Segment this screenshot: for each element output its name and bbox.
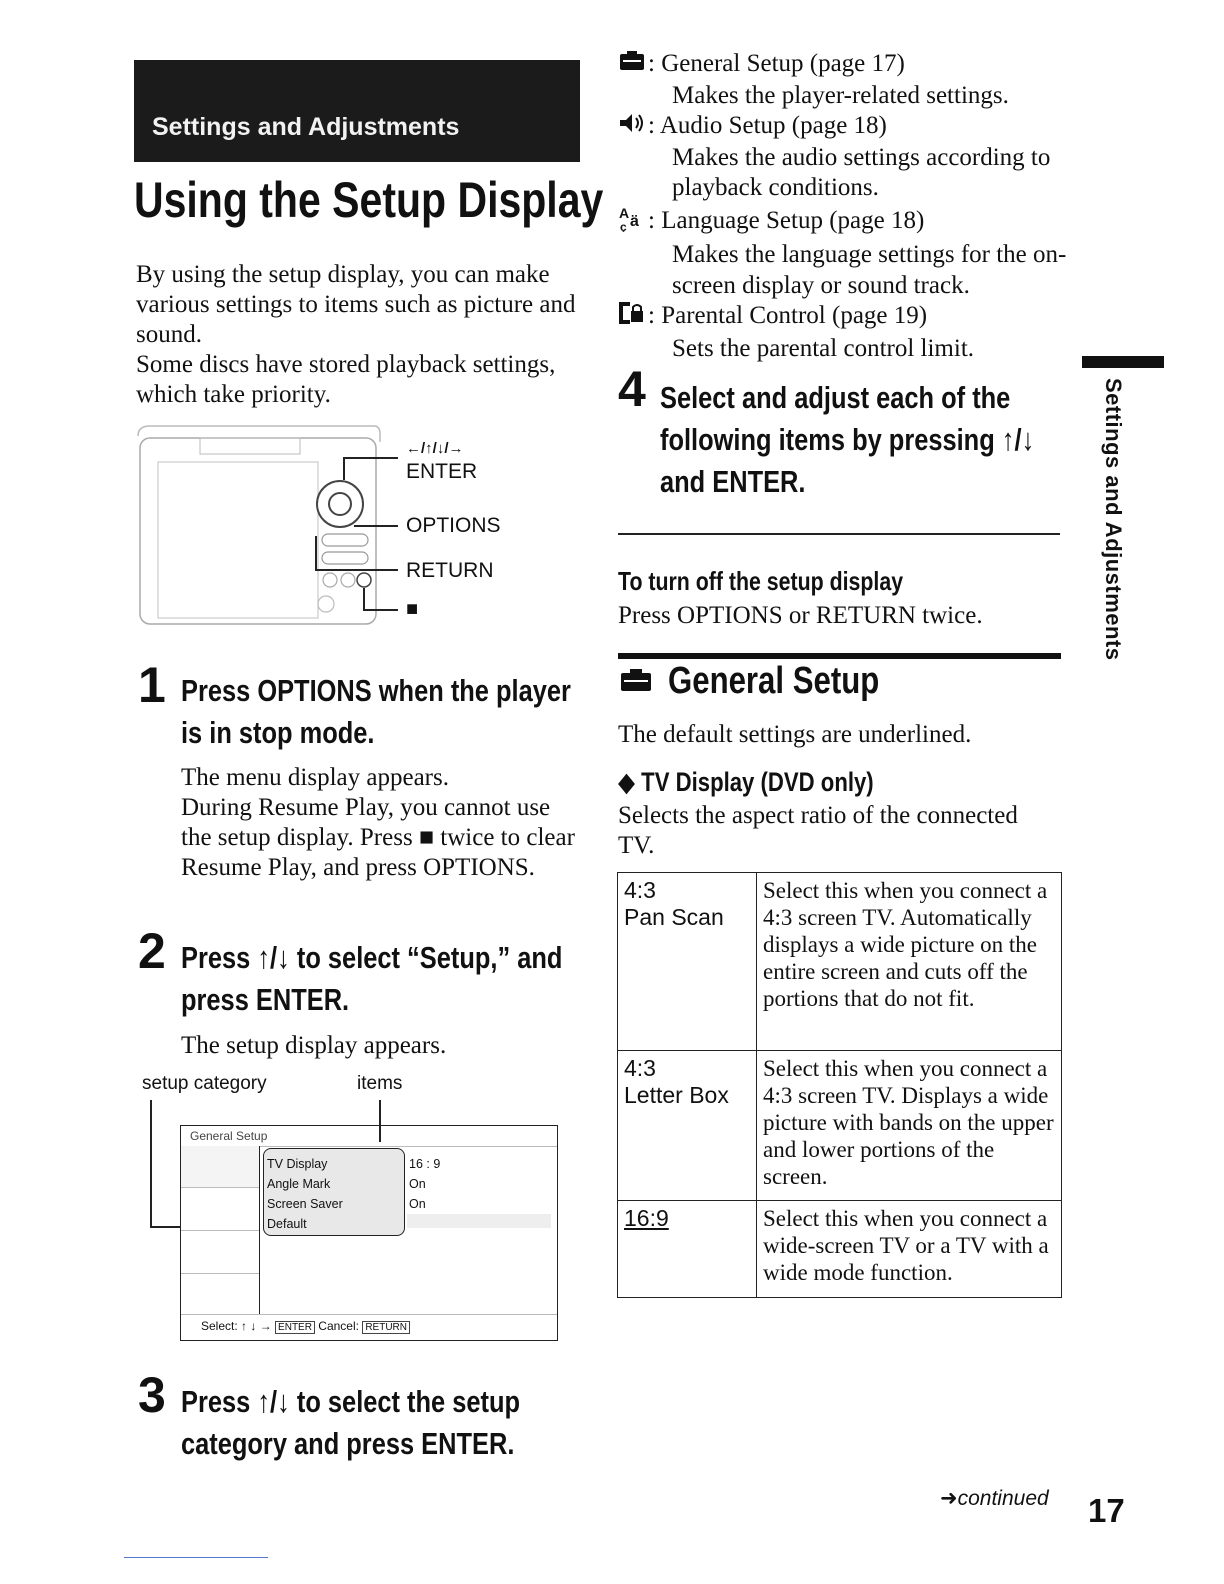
category-audio: : Audio Setup (page 18) Makes the audio settings according to playback conditions.: [618, 111, 1068, 204]
step-2-title: Press ↑/↓ to select “Setup,” and press ENTER.: [181, 940, 563, 1017]
table-row: [618, 873, 1062, 1051]
osd-category-parental: [181, 1274, 259, 1314]
setup-display-screen: [180, 1125, 558, 1341]
side-tab-label: Settings and Adjustments: [1101, 378, 1126, 661]
osd-cancel-label: Cancel:: [318, 1319, 359, 1333]
step-2-body: The setup display appears.: [181, 1032, 447, 1059]
svg-text:ç: ç: [620, 219, 627, 232]
arrow-right-icon: ➜: [940, 1487, 958, 1510]
osd-value: On: [409, 1177, 426, 1191]
step-4-number: 4: [618, 361, 646, 417]
category-general: : General Setup (page 17) Makes the player-related settings.: [618, 49, 1068, 111]
osd-footer-divider: [181, 1314, 557, 1315]
osd-value: 16 : 9: [409, 1157, 441, 1171]
osd-category-audio: [181, 1188, 259, 1231]
osd-return-key: RETURN: [362, 1321, 410, 1334]
step-3-number: 3: [138, 1367, 166, 1423]
option-key: 16:9: [624, 1205, 669, 1231]
osd-category-general: [181, 1146, 259, 1188]
step-2-number: 2: [138, 923, 166, 979]
setup-category-label: setup category: [142, 1073, 267, 1094]
category-general-title: General Setup (page 17): [661, 50, 905, 77]
stop-label: ■: [406, 598, 419, 620]
setup-categories-list: [618, 49, 1068, 364]
category-language: A ä ç : Language Setup (page 18) Makes the language settings for the on-screen display or sound track.: [618, 204, 1068, 302]
osd-value-list: [409, 1154, 440, 1214]
tv-display-heading: ◆ TV Display (DVD only): [618, 767, 874, 797]
osd-header: General Setup: [190, 1129, 268, 1143]
step-1-body: The menu display appears. During Resume Play, you cannot use the setup display. Press ■ twice to clear Resume Play, and press OPTIONS.: [181, 764, 575, 881]
option-key: 4:3 Pan Scan: [618, 873, 757, 1051]
osd-item: Screen Saver: [267, 1197, 343, 1211]
option-desc: Select this when you connect a wide-screen TV or a TV with a wide mode function.: [757, 1201, 1062, 1298]
category-parental: : Parental Control (page 19) Sets the parental control limit.: [618, 301, 1068, 364]
step-3-title: Press ↑/↓ to select the setup category and press ENTER.: [181, 1384, 521, 1461]
osd-select-label: Select:: [201, 1319, 238, 1333]
section-banner-text: Settings and Adjustments: [152, 113, 460, 141]
category-parental-title: Parental Control (page 19): [661, 302, 928, 330]
category-parental-desc: Sets the parental control limit.: [672, 334, 975, 362]
general-setup-heading: General Setup: [668, 660, 880, 702]
svg-text:A: A: [619, 204, 630, 221]
return-label: RETURN: [406, 559, 494, 582]
category-audio-desc: Makes the audio settings according to playback conditions.: [672, 143, 1051, 202]
general-setup-icon: [618, 50, 648, 81]
option-desc: Select this when you connect a 4:3 screen TV. Automatically displays a wide picture on the entire screen and cuts off the portions that do not fit.: [757, 873, 1062, 1051]
step-1-number: 1: [138, 657, 166, 713]
osd-enter-key: ENTER: [275, 1321, 315, 1334]
osd-default-highlight: [407, 1214, 551, 1228]
category-pointer-foot: [150, 1226, 180, 1228]
player-diagram: [136, 424, 516, 629]
tv-display-options-table: [617, 872, 1062, 1298]
tv-display-desc: Selects the aspect ratio of the connected TV.: [618, 802, 1018, 859]
section-banner: [134, 60, 580, 162]
page-title: Using the Setup Display: [134, 172, 604, 228]
step-4-title: Select and adjust each of the following items by pressing ↑/↓ and ENTER.: [660, 380, 1035, 499]
osd-category-column: [181, 1146, 260, 1314]
osd-category-language: [181, 1231, 259, 1274]
osd-value: On: [409, 1197, 426, 1211]
option-desc: Select this when you connect a 4:3 screen TV. Displays a wide picture with bands on the upper and lower portions of the screen.: [757, 1051, 1062, 1201]
side-tab-label-wrap: [1100, 378, 1130, 661]
page-number: 17: [1088, 1492, 1125, 1529]
intro-paragraph-1: By using the setup display, you can make various settings to items such as picture and sound.: [136, 261, 576, 348]
bottom-rule: [124, 1557, 268, 1558]
turn-off-body: Press OPTIONS or RETURN twice.: [618, 602, 983, 629]
default-note: The default settings are underlined.: [618, 721, 972, 748]
table-row: [618, 1201, 1062, 1298]
divider-line: [618, 533, 1060, 535]
category-audio-title: Audio Setup (page 18): [659, 112, 887, 140]
category-pointer-line: [150, 1100, 152, 1228]
parental-control-icon: [618, 301, 648, 334]
intro-paragraph-2: Some discs have stored playback settings, which take priority.: [136, 351, 556, 408]
svg-text:ä: ä: [630, 212, 639, 230]
category-language-title: Language Setup (page 18): [661, 206, 925, 234]
option-key-default: [618, 1201, 757, 1298]
continued-indicator: [940, 1486, 1049, 1511]
turn-off-heading: To turn off the setup display: [618, 566, 904, 596]
items-label: items: [357, 1073, 403, 1094]
step-1-title: Press OPTIONS when the player is in stop mode.: [181, 673, 571, 750]
general-setup-heading-icon: [619, 667, 653, 698]
osd-item: TV Display: [267, 1157, 328, 1171]
side-tab-bar: [1082, 356, 1164, 368]
osd-item: Default: [267, 1217, 307, 1231]
category-general-desc: Makes the player-related settings.: [672, 81, 1009, 109]
audio-setup-icon: [618, 112, 648, 143]
osd-item-list: [267, 1154, 343, 1234]
osd-footer: [201, 1319, 410, 1333]
language-setup-icon: [618, 204, 648, 241]
osd-select-keys: ↑ ↓ →: [241, 1319, 272, 1333]
table-row: [618, 1051, 1062, 1201]
enter-label: ENTER: [406, 460, 478, 483]
options-label: OPTIONS: [406, 514, 501, 537]
intro: [136, 260, 584, 410]
continued-text: continued: [957, 1487, 1049, 1510]
arrow-keys-label: ←/↑/↓/→: [406, 440, 464, 457]
option-key: 4:3 Letter Box: [618, 1051, 757, 1201]
osd-item: Angle Mark: [267, 1177, 331, 1191]
category-language-desc: Makes the language settings for the on-screen display or sound track.: [672, 241, 1067, 299]
